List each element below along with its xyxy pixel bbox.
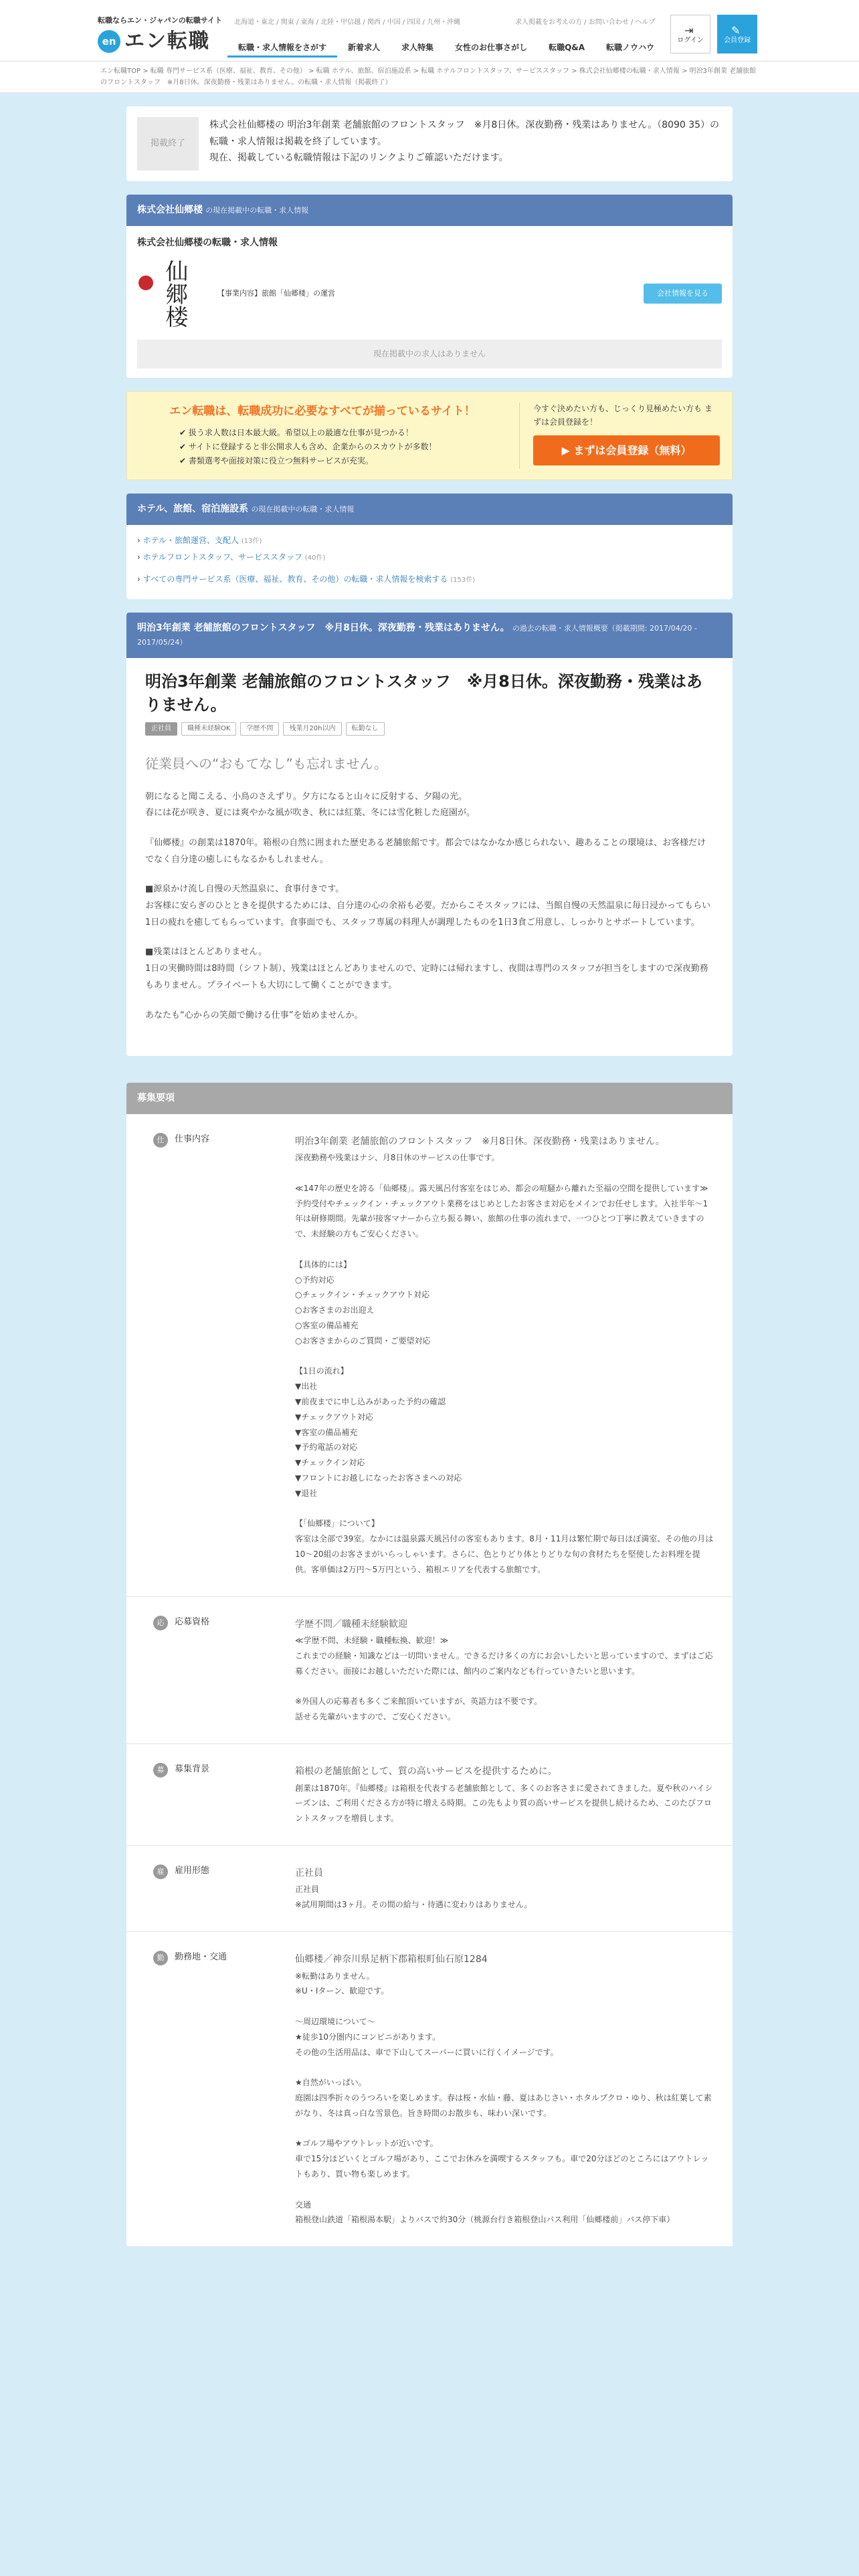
signup-promo [126, 391, 733, 480]
company-info-button[interactable]: 会社情報を見る [644, 284, 722, 304]
register-button[interactable] [717, 15, 757, 53]
requirement-lead: 正社員 [295, 1867, 323, 1879]
company-section-header [126, 195, 733, 226]
employment-icon: 雇 [153, 1864, 168, 1879]
requirement-label: 勤務地・交通 [175, 1952, 227, 1963]
job-tag: 正社員 [145, 722, 177, 736]
category-link-item: › すべての専門サービス系（医療、福祉、教育、その他）の転職・求人情報を検索する (153件) [137, 574, 476, 584]
red-seal-icon [138, 276, 153, 290]
category-link-count: (13件) [241, 537, 262, 545]
pen-icon: ✎ [731, 24, 741, 37]
requirement-row [126, 1846, 733, 1932]
company-business: 【事業内容】旅館「仙郷楼」の運営 [217, 289, 335, 298]
promo-side-text: 今すぐ決めたい方も、じっくり見極めたい方も まずは会員登録を！ [533, 404, 712, 427]
nav-search-jobs[interactable]: 転職・求人情報をさがす [227, 37, 337, 58]
category-link[interactable]: ホテル・旅館運営、支配人 [142, 535, 240, 545]
category-link-item: › ホテル・旅館運営、支配人 (13件) [137, 535, 262, 545]
requirement-row [126, 1932, 733, 2247]
requirement-body: 創業は1870年。『仙郷楼』は箱根を代表する老舗旅館として、多くのお客さまに愛されてきました。夏や秋のハイシーズンは、ご利用くださる方が特に増える時期。この先もより質の高いサービスを提供し続けるため、このたびフロントスタッフを増員します。 [295, 1783, 713, 1824]
signup-button[interactable]: ▶ まずは会員登録（無料） [533, 435, 720, 466]
category-section-header [126, 494, 733, 525]
requirement-label: 募集背景 [175, 1763, 210, 1774]
requirement-body: 正社員 ※試用期間は3ヶ月。その間の給与・待遇に変わりはありません。 [295, 1885, 533, 1910]
company-head-name: 株式会社仙郷楼 [137, 205, 203, 215]
nav-knowhow[interactable]: 転職ノウハウ [606, 43, 655, 52]
requirement-lead: 箱根の老舗旅館として、質の高いサービスを提供するために。 [295, 1765, 557, 1777]
requirement-body: 深夜勤務や残業はナシ、月8日休のサービスの仕事です。 ≪147年の歴史を誇る「仙郷楼」。露天風呂付客室をはじめ、都会の喧騒から離れた至福の空間を提供しています≫ 予約受付やチェックイン・チェックアウト業務をはじめとしたお客さま対応をメインでお任せします。入社半年〜1年は研修期間。先輩が接客マナーから立ち振る舞い、旅館の仕事の流れまで、一つひとつ丁寧に教えていきますので、未経験の方もご安心ください。 【具体的には】 ○予約対応 ○チェックイン・チェックアウト対応 ○お客さまのお出迎え ○客室の備品補充 ○お客さまからのご質問・ご要望対応 【1日の流れ】 ▼出社 ▼前夜までに申し込みがあった予約の確認 ▼チェックアウト対応 ▼客室の備品補充 ▼予約電話の対応 ▼チェックイン対応 ▼フロントにお越しになったお客さまへの対応 ▼退社 【「仙郷楼」について】 客室は全部で39室。なかには温泉露天風呂付の客室もあります。8月・11月は繁忙期で毎日ほぼ満室、その他の月は10〜20組のお客さまがいらっしゃいます。さらに、色とりどり体とりどりな旬の食材たちを堅使したお料理を提供。客単価は2万円〜5万円という、箱根エリアを代表する旅館です。 [295, 1153, 714, 1574]
requirement-body: ※転勤はありません。 ※U・Iターン、歓迎です。 〜周辺環境について〜 ★徒歩10分圏内にコンビニがあります。 その他の生活用品は、車で下山してスーパーに買いに行くイメージです。 ★自然がいっぱい。 庭園は四季折々のうつろいを楽しめます。春は桜・水仙・藤、夏はあじさい・ホタルブクロ・ゆり、秋は紅葉して素がなり、冬は真っ白な雪景色。旨き時間のお散歩も、味わい深いです。 ★ゴルフ場やアウトレットが近いです。 車で15分ほどいくとゴルフ場があり、ここでお休みを満喫するスタッフも。車で20分ほどのところにはアウトレットもあり、買い物も楽しめます。 交通 箱根登山鉄道「箱根湯本駅」よりバスで約30分（桃源台行き箱根登山バス利用「仙郷楼前」バス停下車） [295, 1971, 712, 2225]
job-tags [145, 722, 714, 736]
category-section [126, 494, 733, 599]
requirement-label: 応募資格 [175, 1616, 210, 1627]
en-logo-icon: en [98, 30, 120, 53]
job-head-period: の過去の転職・求人情報概要（掲載期間: 2017/04/20 - 2017/05/24） [137, 624, 697, 647]
region-links[interactable]: 北海道・東北 / 関東 / 東海 / 北陸・甲信越 / 関西 / 中国 / 四国 / 九州・沖縄 [234, 19, 461, 26]
requirements-section [126, 1083, 733, 2247]
category-link-item: › ホテルフロントスタッフ、サービススタッフ (40件) [137, 552, 326, 562]
job-paragraph: 朝になると聞こえる、小鳥のさえずり。夕方になると山々に反射する、夕陽の光。 春には花が咲き、夏には爽やかな風が吹き、秋には紅葉、冬には雪化粧した庭園が。 [145, 791, 475, 819]
main-content [126, 106, 733, 2247]
requirement-label: 仕事内容 [175, 1134, 210, 1144]
login-label: ログイン [677, 37, 704, 44]
login-icon: ⇥ [684, 24, 694, 37]
site-logo[interactable] [98, 25, 210, 58]
requirement-row [126, 1114, 733, 1597]
background-icon: 募 [153, 1763, 168, 1778]
ended-badge: 掲載終了 [137, 117, 199, 171]
job-paragraph: 『仙郷楼』の創業は1870年。箱根の自然に囲まれた歴史ある老舗旅館です。都会ではなかなか感じられない、趣あることの環境は、お客様だけでなく自分達の癒しにもなるかもしれません。 [145, 838, 706, 865]
site-tagline: 転職ならエン・ジャパンの転職サイト [98, 16, 223, 25]
category-link-count: (40件) [304, 554, 326, 562]
promo-point: ✔ 書類選考や面接対策に役立つ無料サービスが充実。 [179, 455, 373, 465]
company-logo-text: 仙郷楼 [161, 259, 188, 328]
job-catchcopy: 従業員への“おもてなし”も忘れません。 [145, 755, 387, 772]
category-head-name: ホテル、旅館、宿泊施設系 [137, 504, 249, 515]
nav-women-jobs[interactable]: 女性のお仕事さがし [455, 43, 528, 52]
promo-title: エン転職は、転職成功に必要なすべてが揃っているサイト！ [169, 405, 476, 419]
company-logo [137, 257, 211, 330]
requirements-header: 募集要項 [126, 1083, 733, 1113]
nav-features[interactable]: 求人特集 [401, 43, 434, 52]
job-tag: 学歴不問 [240, 722, 279, 736]
job-description-icon: 仕 [153, 1133, 168, 1148]
category-link-count: (153件) [450, 576, 476, 584]
job-tag: 転勤なし [346, 722, 385, 736]
company-section [126, 195, 733, 378]
register-label: 会員登録 [724, 37, 751, 44]
company-title: 株式会社仙郷楼の転職・求人情報 [137, 237, 278, 248]
promo-point: ✔ サイトに登録すると非公開求人も含め、企業からのスカウトが多数！ [179, 441, 437, 451]
ended-submessage: 現在、掲載している転職情報は下記のリンクよりご確認いただけます。 [209, 152, 508, 163]
job-head-title: 明治3年創業 老舗旅館のフロントスタッフ ※月8日休。深夜勤務・残業はありません。 [137, 623, 510, 634]
job-overview [126, 613, 733, 1056]
job-overview-header [126, 613, 733, 658]
header-utility-links[interactable]: 求人掲載をお考えの方 / お問い合わせ / ヘルプ [515, 19, 656, 26]
company-head-suffix: の現在掲載中の転職・求人情報 [205, 206, 309, 215]
job-title: 明治3年創業 老舗旅館のフロントスタッフ ※月8日休。深夜勤務・残業はありません。 [145, 672, 702, 714]
logo-text: エン転職 [124, 29, 210, 53]
job-paragraph: ■残業はほとんどありません。 1日の実働時間は8時間（シフト制）、残業はほとんどありませんので、定時には帰れますし、夜間は専門のスタッフが担当をしますので深夜勤務もありません。プライベートも大切にして働くことができます。 [145, 947, 708, 990]
nav-new-jobs[interactable]: 新着求人 [348, 43, 381, 52]
requirement-row [126, 1744, 733, 1846]
qualification-icon: 応 [153, 1616, 168, 1630]
ended-notice [126, 106, 733, 181]
job-tag: 残業月20h以内 [283, 722, 341, 736]
requirement-label: 雇用形態 [175, 1865, 210, 1876]
ended-message: 株式会社仙郷楼の 明治3年創業 老舗旅館のフロントスタッフ ※月8日休。深夜勤務・残業はありません。（8090 35）の転職・求人情報は掲載を終了しています。 [209, 120, 720, 147]
category-link[interactable]: ホテルフロントスタッフ、サービススタッフ [142, 552, 302, 562]
requirement-lead: 仙郷楼／神奈川県足柄下郡箱根町仙石原1284 [295, 1954, 488, 1965]
login-button[interactable] [670, 15, 710, 53]
category-link[interactable]: すべての専門サービス系（医療、福祉、教育、その他）の転職・求人情報を検索する [142, 574, 448, 584]
job-paragraph: あなたも“心からの笑顔で働ける仕事”を始めませんか。 [145, 1010, 363, 1021]
no-jobs-message: 現在掲載中の求人はありません [137, 340, 722, 368]
requirement-body: ≪学歴不問、未経験・職種転換、歓迎！≫ これまでの経験・知識などは一切問いません。できるだけ多くの方にお会いしたいと思っていますので、まずはご応募ください。面接にお越しいただいた際には、館内のご案内なども行っていきたいと思います。 ※外国人の応募者も多くご来館頂いていますが、英語力は不要です。 話せる先輩がいますので、ご安心ください。 [295, 1636, 713, 1722]
global-nav [227, 37, 665, 58]
requirement-lead: 学歴不問／職種未経験歓迎 [295, 1618, 407, 1630]
location-icon: 勤 [153, 1951, 168, 1965]
breadcrumb[interactable]: エン転職TOP > 転職 専門サービス系（医療、福祉、教育、その他） > 転職 ホテル、旅館、宿泊施設系 > 転職 ホテルフロントスタッフ、サービススタッフ > 株式会社仙郷楼の転職・求人情報 > 明治3年創業 老舗旅館のフロントスタッフ ※月8日休。深夜勤務・残業はありません。の転職・求人情報（掲載終了） [0, 62, 859, 93]
category-head-suffix: の現在掲載中の転職・求人情報 [251, 505, 355, 514]
promo-point: ✔ 扱う求人数は日本最大級。希望以上の最適な仕事が見つかる！ [179, 427, 413, 437]
job-tag: 職種未経験OK [181, 722, 236, 736]
nav-qa[interactable]: 転職Q&A [549, 43, 585, 52]
site-header [0, 0, 859, 62]
requirement-lead: 明治3年創業 老舗旅館のフロントスタッフ ※月8日休。深夜勤務・残業はありません。 [295, 1136, 665, 1147]
job-paragraph: ■源泉かけ流し自慢の天然温泉に、食事付きです。 お客様に安らぎのひとときを提供するためには、自分達の心の余裕も必要。だからこそスタッフには、当館自慢の天然温泉に毎日浸かってもらい1日の疲れを癒してもらっています。食事面でも、スタッフ専属の料理人が調理したものを1日3食ご用意し、しっかりとサポートしています。 [145, 884, 711, 928]
requirement-row [126, 1597, 733, 1744]
